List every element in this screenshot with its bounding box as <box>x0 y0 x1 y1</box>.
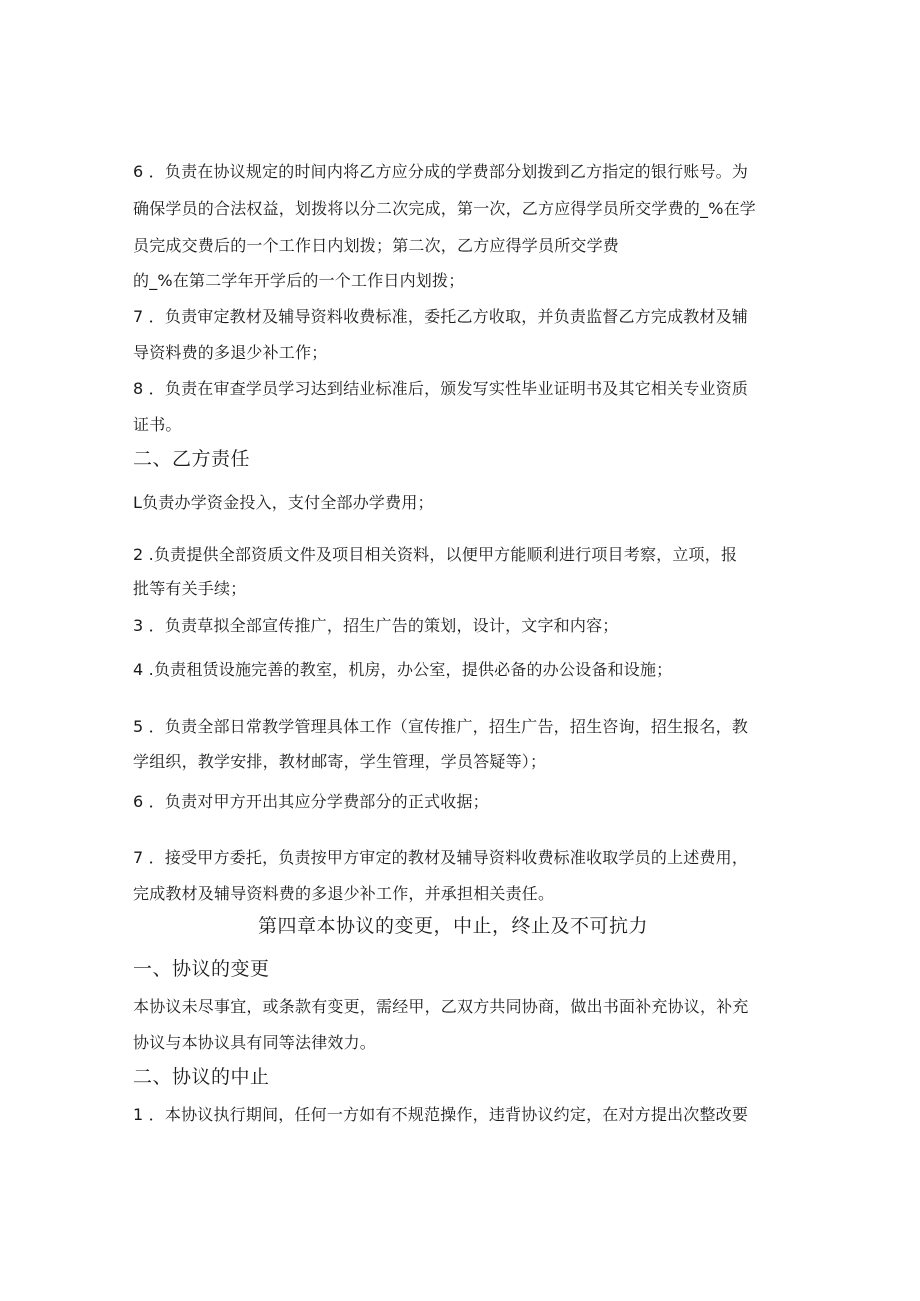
text-line: 协议与本协议具有同等法律效力。 <box>133 1033 377 1052</box>
text-line: 批等有关手续； <box>133 579 247 598</box>
text-line: 证书。 <box>133 415 182 434</box>
text-line: 6 ．负责对甲方开出其应分学费部分的正式收据； <box>133 792 489 811</box>
text-line: 员完成交费后的一个工作日内划拨；第二次，乙方应得学员所交学费 <box>133 236 620 255</box>
text-line: L负责办学资金投入，支付全部办学费用； <box>133 493 434 512</box>
text-line: 8 ．负责在审查学员学习达到结业标准后，颁发写实性毕业证明书及其它相关专业资质 <box>133 379 749 398</box>
section-heading: 二、乙方责任 <box>133 448 251 470</box>
text-line: 6 ．负责在协议规定的时间内将乙方应分成的学费部分划拨到乙方指定的银行账号。为 <box>133 162 749 181</box>
text-line: 完成教材及辅导资料费的多退少补工作，并承担相关责任。 <box>133 884 555 903</box>
section-heading: 二、协议的中止 <box>133 1066 270 1088</box>
text-line: 学组织，教学安排，教材邮寄，学生管理，学员答疑等）； <box>133 752 547 771</box>
text-line: 2 .负责提供全部资质文件及项目相关资料，以便甲方能顺利进行项目考察，立项，报 <box>133 545 738 564</box>
text-line: 7 ．负责审定教材及辅导资料收费标准，委托乙方收取，并负责监督乙方完成教材及辅 <box>133 307 749 326</box>
text-line: 1 ．本协议执行期间，任何一方如有不规范操作，违背协议约定，在对方提出次整改要 <box>133 1105 749 1124</box>
text-line: 导资料费的多退少补工作； <box>133 343 328 362</box>
text-line: 4 .负责租赁设施完善的教室，机房，办公室，提供必备的办公设备和设施； <box>133 660 673 679</box>
text-line: 本协议未尽事宜，或条款有变更，需经甲，乙双方共同协商，做出书面补充协议，补充 <box>133 997 749 1016</box>
text-line: 的_%在第二学年开学后的一个工作日内划拨； <box>133 271 465 290</box>
text-line: 7 ．接受甲方委托，负责按甲方审定的教材及辅导资料收费标准收取学员的上述费用， <box>133 848 749 867</box>
section-heading: 一、协议的变更 <box>133 958 270 980</box>
text-line: 3 ．负责草拟全部宣传推广，招生广告的策划，设计，文字和内容； <box>133 616 619 635</box>
text-line: 5 ．负责全部日常教学管理具体工作（宣传推广，招生广告，招生咨询，招生报名，教 <box>133 717 749 736</box>
text-line: 确保学员的合法权益，划拨将以分二次完成，第一次，乙方应得学员所交学费的_%在学 <box>133 199 757 218</box>
chapter-title: 第四章本协议的变更，中止，终止及不可抗力 <box>258 915 649 937</box>
